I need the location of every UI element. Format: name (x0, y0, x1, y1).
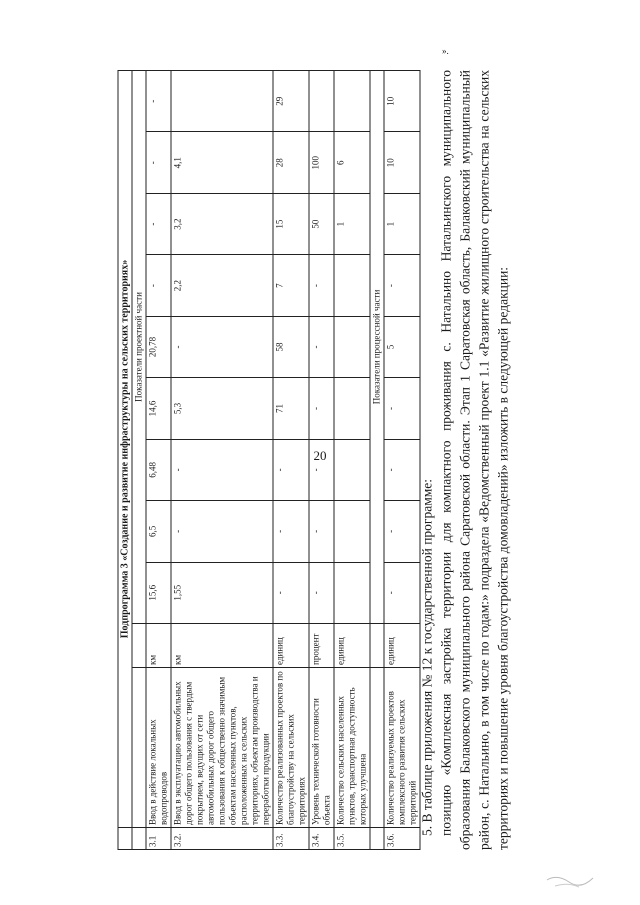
table-row: 3.4. Уровень технической готовности объекта процент - - - - - - 50 100 (309, 71, 334, 850)
table-title-row (118, 71, 132, 850)
amendment-text (418, 70, 513, 850)
subprogram-title: Подпрограмма 3 «Создание и развитие инфраструктуры на сельских территориях» (118, 71, 132, 828)
table-row: 3.3. Количество реализованных проектов по благоустройству на сельских территориях единиц - - - 71 58 7 15 28 29 (273, 71, 309, 850)
indicators-table (118, 70, 421, 850)
table-row: 3.1 Ввод в действие локальных водопроводов км 15,6 6,5 6,48 14,6 20,78 - - - - (146, 71, 171, 850)
paragraph-body: позицию «Комплексная застройка территории для компактного проживания с. Натальино Натальинского муниципального образования Балаковского муниципального района Саратовской области. Этап 1 Саратовская область, Балаковский муниципальный район, с. Натальино, в том числе по годам:» подраздела «Ведомственный проект 1.1 «Развитие жилищного строительства на сельских территориях и повышение уровня благоустройства домовладений» изложить в следующей редакции: (438, 70, 511, 850)
section-design-label: Показатели проектной части (132, 71, 146, 624)
scan-smudge (545, 860, 595, 890)
rotated-content (118, 70, 533, 850)
page-number: 20 (313, 448, 327, 463)
table-row: 3.2. Ввод в эксплуатацию автомобильных дорог общего пользования с твердым покрытием, ведущих от сети автомобильных дорог общего пользования к общественно значимым объектам населенных пунктов, расположенных на сельских территориях, объектам производства и переработки продукции км 1,55 - - 5,3 - 2,2 3,2 4,1 (171, 71, 273, 850)
table-row: 3.5. Количество сельских населенных пунктов, транспортная доступность которых улучшена единиц 1 6 (334, 71, 370, 850)
paragraph-heading: 5. В таблице приложения № 12 к государственной программе: (419, 478, 435, 836)
section-process-label: Показатели процессной части (370, 71, 384, 624)
table-row: 3.6. Количество реализуемых проектов комплексного развития сельских территорий единиц - - - - 5 - 1 10 10 (384, 71, 420, 850)
stray-mark: ». (442, 46, 449, 56)
